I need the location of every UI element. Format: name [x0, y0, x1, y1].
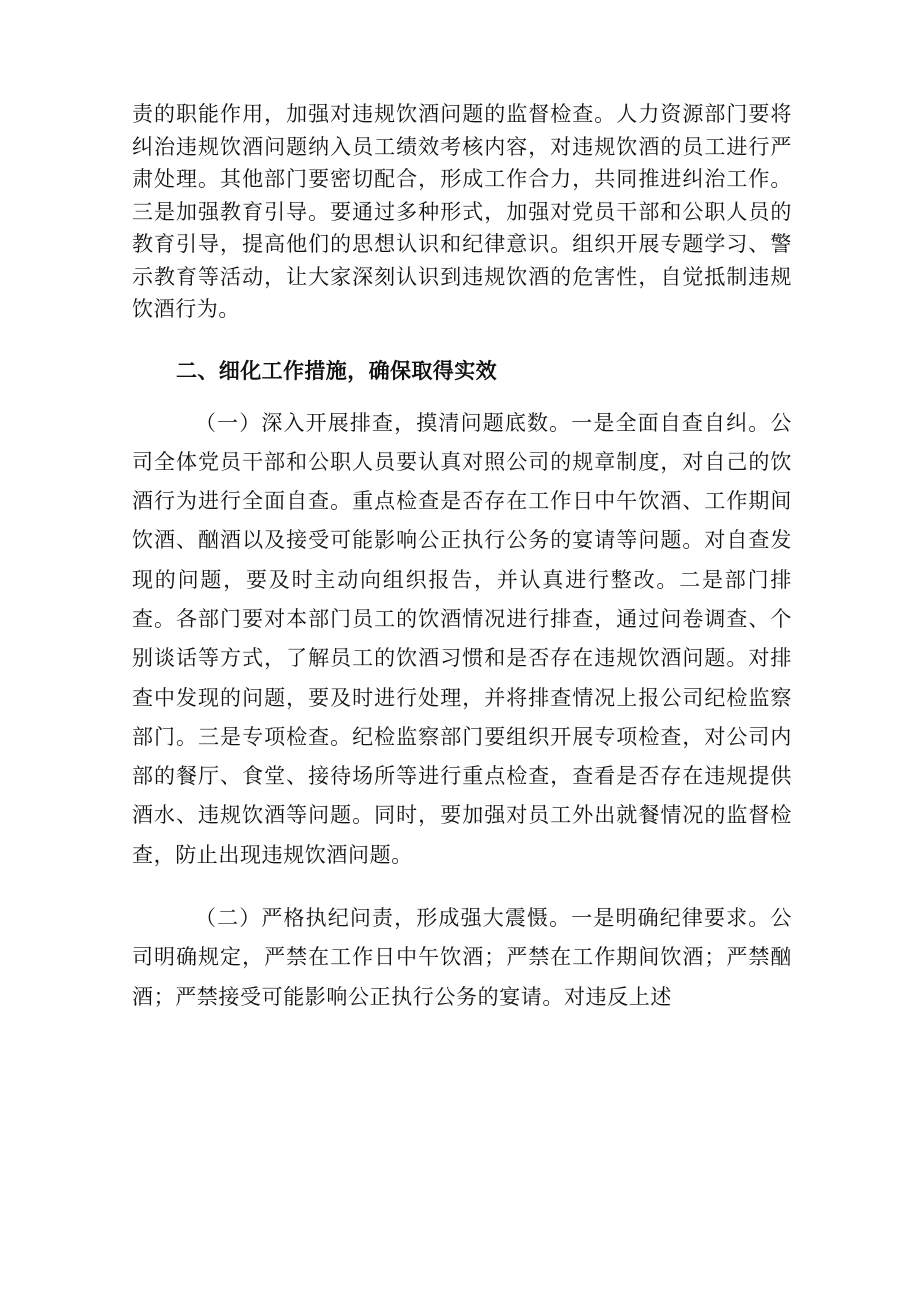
paragraph-two: （二）严格执纪问责，形成强大震慑。一是明确纪律要求。公司明确规定，严禁在工作日中午饮酒；严禁在工作期间饮酒；严禁酗酒；严禁接受可能影响公正执行公务的宴请。对违反上述 — [132, 906, 792, 1009]
document-page — [132, 98, 792, 1017]
section-heading: 二、细化工作措施，确保取得实效 — [176, 358, 497, 383]
paragraph-one: （一）深入开展排查，摸清问题底数。一是全面自查自纠。公司全体党员干部和公职人员要认真对照公司的规章制度，对自己的饮酒行为进行全面自查。重点检查是否存在工作日中午饮酒、工作期间饮酒、酗酒以及接受可能影响公正执行公务的宴请等问题。对自查发现的问题，要及时主动向组织报告，并认真进行整改。二是部门排查。各部门要对本部门员工的饮酒情况进行排查，通过问卷调查、个别谈话等方式，了解员工的饮酒习惯和是否存在违规饮酒问题。对排查中发现的问题，要及时进行处理，并将排查情况上报公司纪检监察部门。三是专项检查。纪检监察部门要组织开展专项检查，对公司内部的餐厅、食堂、接待场所等进行重点检查，查看是否存在违规提供酒水、违规饮酒等问题。同时，要加强对员工外出就餐情况的监督检查，防止出现违规饮酒问题。 — [132, 410, 792, 867]
paragraph-continuation: 责的职能作用，加强对违规饮酒问题的监督检查。人力资源部门要将纠治违规饮酒问题纳入员工绩效考核内容，对违规饮酒的员工进行严肃处理。其他部门要密切配合，形成工作合力，共同推进纠治工作。三是加强教育引导。要通过多种形式，加强对党员干部和公职人员的教育引导，提高他们的思想认识和纪律意识。组织开展专题学习、警示教育等活动，让大家深刻认识到违规饮酒的危害性，自觉抵制违规饮酒行为。 — [132, 102, 792, 321]
